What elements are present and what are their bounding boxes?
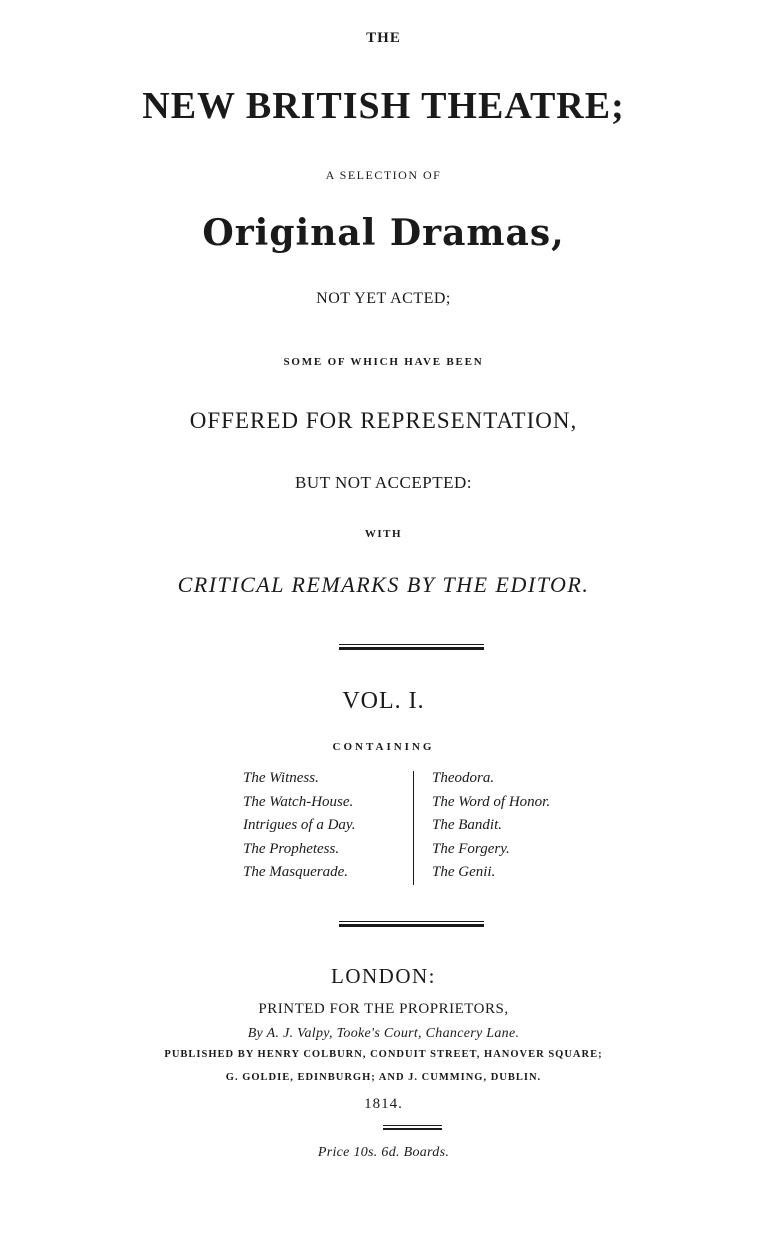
volume-label: VOL. I. [342, 688, 425, 714]
imprint-year: 1814. [364, 1096, 403, 1112]
some-which-line: SOME OF WHICH HAVE BEEN [283, 356, 484, 368]
imprint-city: LONDON: [331, 964, 436, 988]
imprint-printer: By A. J. Valpy, Tooke's Court, Chancery Lane. [247, 1026, 520, 1041]
imprint-distributors: G. GOLDIE, EDINBURGH; AND J. CUMMING, DUBLIN. [225, 1072, 542, 1083]
containing-label: CONTAINING [332, 741, 435, 753]
contents-item: The Prophetess. [243, 840, 340, 857]
imprint-printed-for: PRINTED FOR THE PROPRIETORS, [258, 1001, 509, 1017]
short-double-rule [383, 1125, 442, 1130]
contents-item: Intrigues of a Day. [243, 817, 356, 833]
offered-line: OFFERED FOR REPRESENTATION, [189, 408, 578, 433]
contents-item: The Witness. [243, 770, 319, 786]
contents-left-column [243, 767, 356, 885]
with-line: WITH [364, 528, 403, 540]
critical-remarks-line: CRITICAL REMARKS BY THE EDITOR. [177, 572, 590, 597]
blackletter-title: Original Dramas, [202, 212, 565, 254]
price-line: Price 10s. 6d. Boards. [317, 1145, 450, 1160]
subtitle-selection: A SELECTION OF [325, 168, 442, 182]
main-title: NEW BRITISH THEATRE; [142, 85, 625, 127]
contents-item: The Watch-House. [243, 793, 354, 810]
contents-divider [413, 771, 414, 885]
imprint-publisher: PUBLISHED BY HENRY COLBURN, CONDUIT STREET, HANOVER SQUARE; [164, 1049, 603, 1060]
title-article: THE [366, 30, 401, 46]
double-rule-divider [339, 644, 484, 650]
contents-item: The Masquerade. [243, 864, 348, 880]
not-yet-acted-line: NOT YET ACTED; [316, 290, 451, 307]
contents-right-column [432, 767, 550, 885]
contents-item: The Word of Honor. [432, 793, 551, 810]
contents-item: Theodora. [432, 770, 495, 786]
contents-item: The Genii. [432, 864, 496, 880]
contents-item: The Bandit. [432, 817, 502, 833]
double-rule-divider [339, 921, 484, 927]
not-accepted-line: BUT NOT ACCEPTED: [295, 473, 472, 492]
contents-item: The Forgery. [432, 840, 510, 857]
